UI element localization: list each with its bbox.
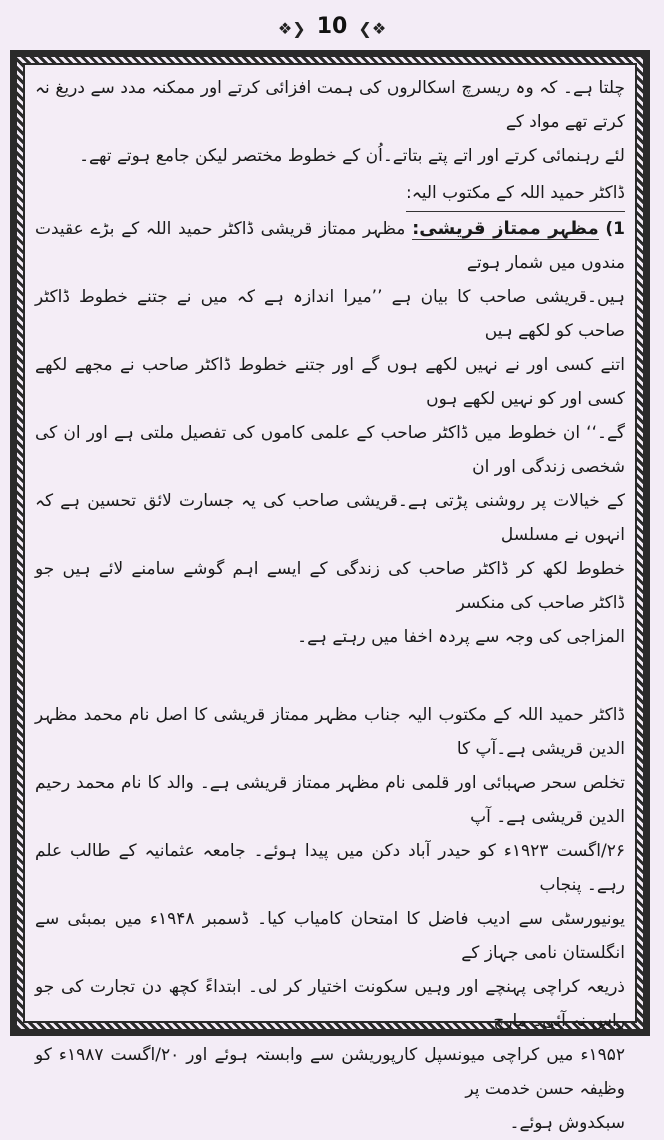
text-line: ڈاکٹر حمید اللہ کے مکتوب الیہ جناب مظہر ممتاز قریشی کا اصل نام محمد مظہر الدین قریشی ہے۔آپ کا [35, 705, 625, 759]
text-line: ۱۹۵۲ء میں کراچی میونسپل کارپوریشن سے وابستہ ہوئے اور ۲۰/اگست ۱۹۸۷ء کو وظیفہ حسن خدمت پر [35, 1045, 625, 1099]
text-line [35, 212, 625, 280]
ornament-right-icon: ❮❖ [358, 19, 387, 38]
paragraph-gap [35, 654, 625, 698]
item-number: 1) [605, 219, 626, 239]
text-line: خطوط لکھ کر ڈاکٹر صاحب کی زندگی کے ایسے اہم گوشے سامنے لائے ہیں جو ڈاکٹر صاحب کی منکسر [35, 559, 625, 613]
page-header [0, 14, 664, 54]
section-heading-row [35, 173, 625, 212]
text-line: ذریعہ کراچی پہنچے اور وہیں سکونت اختیار کر لی۔ ابتداءً کچھ دن تجارت کی جو راس نہ آئی۔ مارچ [35, 977, 625, 1031]
text-line: لئے رہنمائی کرتے اور اتے پتے بتاتے۔اُن کے خطوط مختصر لیکن جامع ہوتے تھے۔ [79, 146, 625, 166]
text-line: کے خیالات پر روشنی پڑتی ہے۔قریشی صاحب کی یہ جسارت لائق تحسین ہے کہ انہوں نے مسلسل [35, 491, 625, 545]
bio-paragraph [35, 698, 625, 1140]
section-heading: ڈاکٹر حمید اللہ کے مکتوب الیہ: [406, 175, 625, 212]
text-line: یونیورسٹی سے ادیب فاضل کا امتحان کامیاب کیا۔ ڈسمبر ۱۹۴۸ء میں بمبئی سے انگلستان نامی جہاز کے [35, 909, 625, 963]
text-line: چلتا ہے۔ کہ وہ ریسرچ اسکالروں کی ہمت افزائی کرتے اور ممکنہ مدد سے دریغ نہ کرتے تھے مواد کے [35, 78, 625, 132]
ornament-left-icon: ❖❯ [277, 19, 306, 38]
text-line: ۲۶/اگست ۱۹۲۳ء کو حیدر آباد دکن میں پیدا ہوئے۔ جامعہ عثمانیہ کے طالب علم رہے۔ پنجاب [35, 841, 625, 895]
page-number: 10 [316, 14, 348, 39]
intro-paragraph [35, 71, 625, 173]
text-content [35, 71, 625, 1140]
text-line: ہیں۔قریشی صاحب کا بیان ہے ’’میرا اندازہ ہے کہ میں نے جتنے خطوط ڈاکٹر صاحب کو لکھے ہیں [35, 287, 625, 341]
text-line: اتنے کسی اور نے نہیں لکھے ہوں گے اور جتنے خطوط ڈاکٹر صاحب نے مجھے لکھے کسی اور کو نہیں لکھے ہوں [35, 355, 625, 409]
item-line-text: مظہر ممتاز قریشی ڈاکٹر حمید اللہ کے بڑے عقیدت مندوں میں شمار ہوتے [35, 219, 625, 273]
item1-paragraph [35, 212, 625, 654]
text-line: المزاجی کی وجہ سے پردہ اخفا میں رہتے ہے۔ [297, 627, 625, 647]
item-name: مظہر ممتاز قریشی: [412, 218, 599, 239]
page-body [23, 63, 637, 1133]
text-line: سبکدوش ہوئے۔ [509, 1113, 625, 1133]
text-line: تخلص سحر صہبائی اور قلمی نام مظہر ممتاز قریشی ہے۔ والد کا نام محمد رحیم الدین قریشی ہے۔ آپ [35, 773, 625, 827]
text-line: گے۔‘‘ ان خطوط میں ڈاکٹر صاحب کے علمی کاموں کی تفصیل ملتی ہے اور ان کی شخصی زندگی اور ان [35, 423, 625, 477]
decorative-border [10, 50, 650, 1133]
